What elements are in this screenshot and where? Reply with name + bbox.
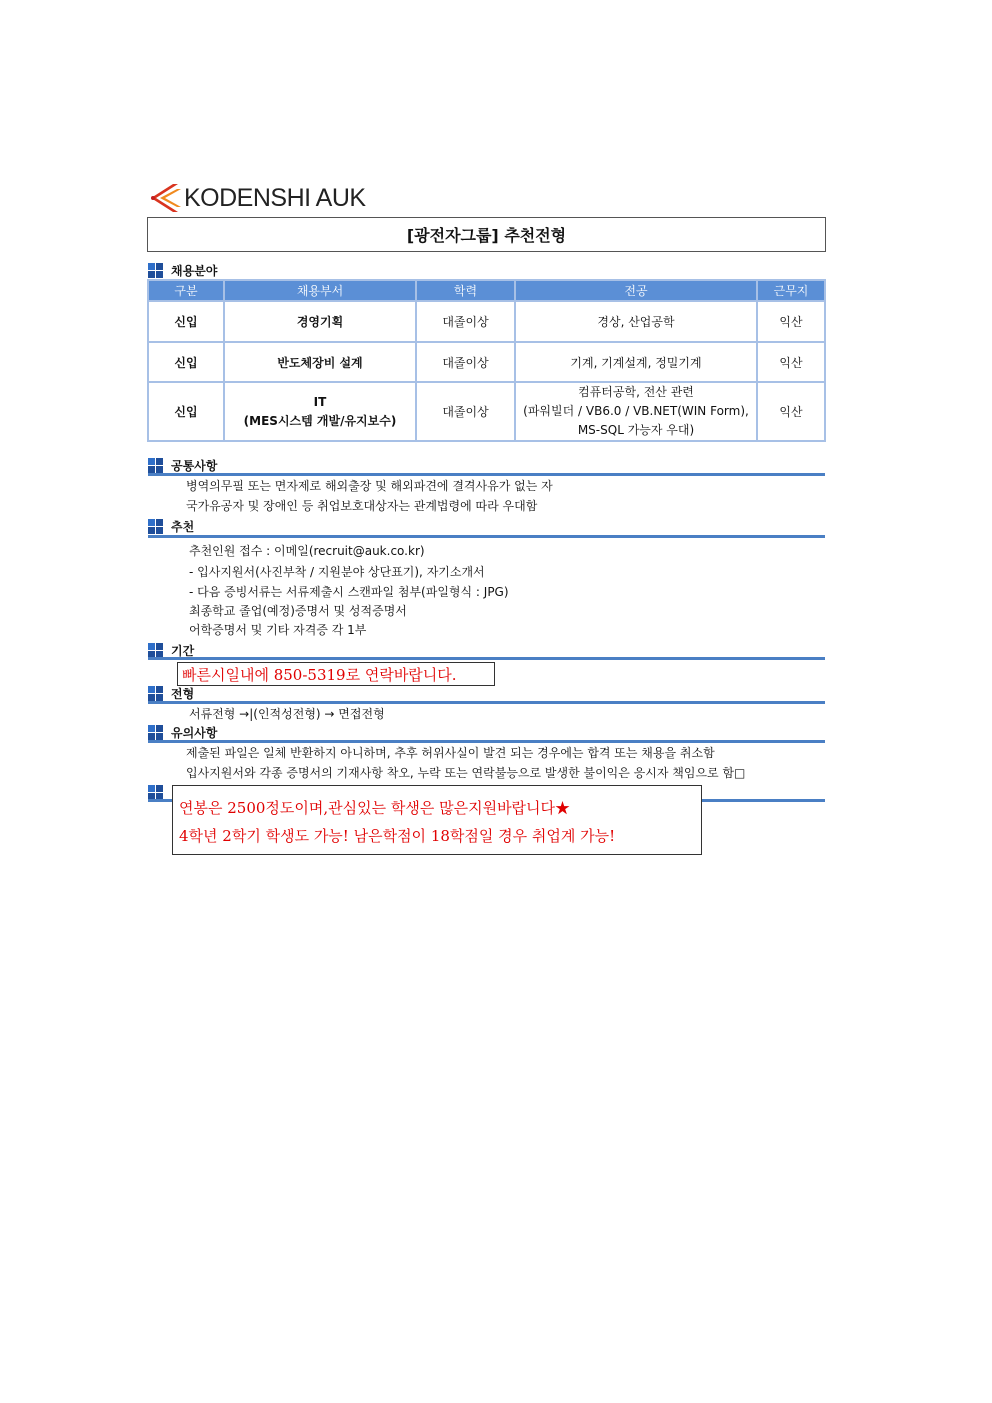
recommend-line: 추천인원 접수 : 이메일(recruit@auk.co.kr) (189, 544, 425, 558)
period-note-box: 빠른시일내에 850-5319로 연락바랍니다. (177, 662, 495, 686)
section-square-icon (148, 686, 163, 701)
logo-text: KODENSHI AUK (184, 183, 366, 212)
col-location: 근무지 (757, 280, 825, 301)
section-square-icon (148, 725, 163, 740)
section-common-heading: 공통사항 (148, 456, 217, 474)
section-divider (148, 535, 825, 538)
recommend-line: - 입사지원서(사진부착 / 지원분야 상단표기), 자기소개서 (189, 565, 485, 579)
table-header-row (148, 280, 825, 301)
recommend-line: 최종학교 졸업(예정)증명서 및 성적증명서 (189, 604, 407, 618)
notes-line: 입사지원서와 각종 증명서의 기재사항 착오, 누락 또는 연락불능으로 발생한 불이익은 응시자 책임으로 함□ (186, 766, 746, 780)
notes-line: 제출된 파일은 일체 반환하지 아니하며, 추후 허위사실이 발견 되는 경우에는 합격 또는 채용을 취소함 (186, 746, 715, 760)
section-divider (148, 657, 825, 660)
table-row: 신입 경영기획 대졸이상 경상, 산업공학 익산 (148, 301, 825, 342)
section-square-icon (148, 458, 163, 473)
recommend-line: - 다음 증빙서류는 서류제출시 스캔파일 첨부(파일형식 : JPG) (189, 585, 509, 599)
section-divider (148, 701, 825, 704)
company-logo (148, 180, 366, 216)
section-fields-heading: 채용분야 (148, 261, 217, 279)
col-edu: 학력 (416, 280, 515, 301)
section-square-icon (148, 785, 163, 800)
page-title: [광전자그룹] 추천전형 (147, 217, 826, 252)
section-recommend-heading: 추천 (148, 517, 194, 535)
section-period-heading: 기간 (148, 641, 194, 659)
salary-note-line: 연봉은 2500정도이며,관심있는 학생은 많은지원바랍니다★ (179, 799, 571, 817)
section-square-icon (148, 519, 163, 534)
section-divider (148, 740, 825, 743)
section-square-icon (148, 643, 163, 658)
section-divider (148, 473, 825, 476)
col-dept: 채용부서 (224, 280, 416, 301)
table-row: 신입 반도체장비 설계 대졸이상 기계, 기계설계, 정밀기계 익산 (148, 342, 825, 382)
process-line: 서류전형 →|(인적성전형) → 면접전형 (189, 707, 385, 721)
col-type: 구분 (148, 280, 224, 301)
table-row: 신입 IT (MES시스템 개발/유지보수) 대졸이상 컴퓨터공학, 전산 관련 (파워빌더 / VB6.0 / VB.NET(WIN Form), MS-SQL 가능자 우대) 익산 (148, 382, 825, 441)
section-notes-heading: 유의사항 (148, 723, 217, 741)
col-major: 전공 (515, 280, 757, 301)
salary-note-box (172, 785, 702, 855)
recommend-line: 어학증명서 및 기타 자격증 각 1부 (189, 623, 367, 637)
salary-note-line: 4학년 2학기 학생도 가능! 남은학점이 18학점일 경우 취업계 가능! (179, 827, 616, 845)
jobs-table (147, 279, 826, 442)
section-process-heading: 전형 (148, 684, 194, 702)
kodenshi-logo-icon (148, 181, 184, 215)
section-square-icon (148, 263, 163, 278)
common-line: 병역의무필 또는 면자제로 해외출장 및 해외파견에 결격사유가 없는 자 (186, 479, 553, 493)
common-line: 국가유공자 및 장애인 등 취업보호대상자는 관계법령에 따라 우대함 (186, 499, 538, 513)
